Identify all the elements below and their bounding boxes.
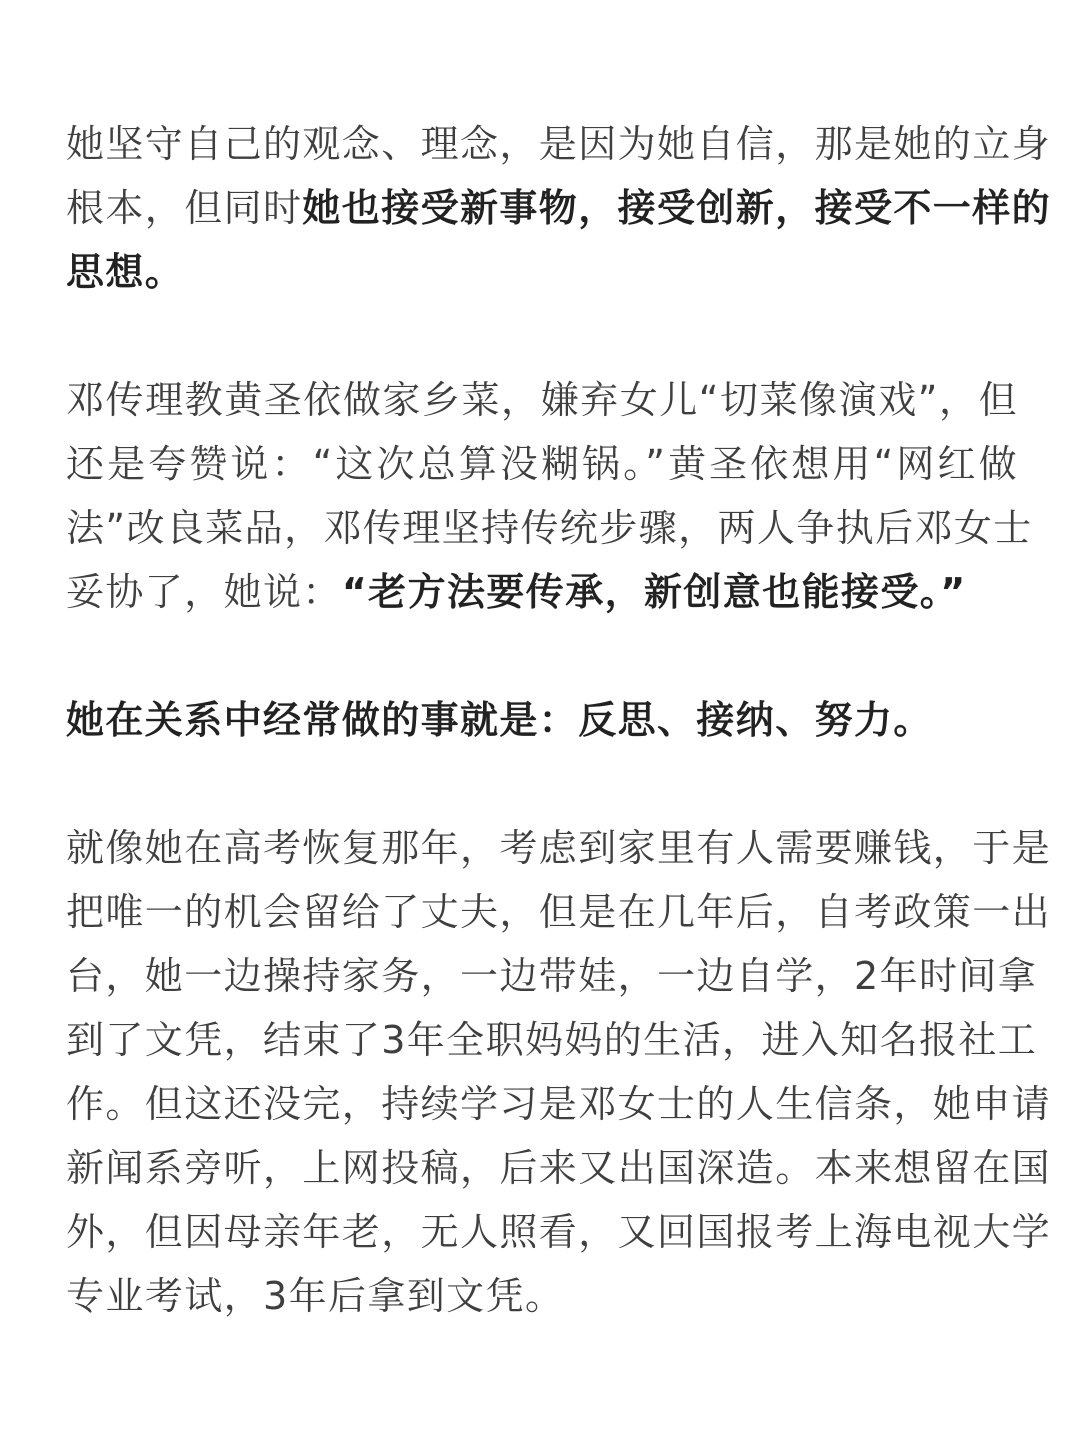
- paragraph-3: [66, 688, 1018, 752]
- paragraph-1-text: 根本，但同时: [66, 186, 303, 230]
- article-body: [66, 112, 1052, 1328]
- paragraph-2-line-3: 法”改良菜品，邓传理坚持传统步骤，两人争执后邓女士: [66, 506, 1033, 550]
- paragraph-1-line-3: 思想。: [66, 250, 185, 294]
- paragraph-4-line-8: 专业考试，3年后拿到文凭。: [66, 1274, 565, 1318]
- paragraph-2-line-2: 还是夸赞说：“这次总算没糊锅。”黄圣依想用“网红做: [66, 442, 1018, 486]
- paragraph-4-line-2: 把唯一的机会留给了丈夫，但是在几年后，自考政策一出: [66, 890, 1052, 934]
- paragraph-4-line-6: 新闻系旁听，上网投稿，后来又出国深造。本来想留在国: [66, 1146, 1052, 1190]
- paragraph-4-line-4: 到了文凭，结束了3年全职妈妈的生活，进入知名报社工: [66, 1018, 1038, 1062]
- paragraph-1-bold-text: 她也接受新事物，接受创新，接受不一样的: [302, 186, 1052, 230]
- paragraph-3-heading: 她在关系中经常做的事就是：反思、接纳、努力。: [66, 698, 933, 742]
- paragraph-2-line-4: [66, 560, 1018, 624]
- paragraph-1-line-2: [66, 176, 1052, 240]
- paragraph-1: [66, 112, 1052, 304]
- paragraph-1-line-1: 她坚守自己的观念、理念，是因为她自信，那是她的立身: [66, 122, 1052, 166]
- paragraph-2: [66, 368, 1033, 624]
- paragraph-4-line-1: 就像她在高考恢复那年，考虑到家里有人需要赚钱，于是: [66, 826, 1052, 870]
- paragraph-4-line-5: 作。但这还没完，持续学习是邓女士的人生信条，她申请: [66, 1082, 1052, 1126]
- paragraph-4-line-3: 台，她一边操持家务，一边带娃，一边自学，2年时间拿: [66, 954, 1038, 998]
- paragraph-2-line-1: 邓传理教黄圣依做家乡菜，嫌弃女儿“切菜像演戏”，但: [66, 378, 1018, 422]
- paragraph-2-text: 妥协了，她说：: [66, 570, 342, 614]
- paragraph-4-line-7: 外，但因母亲年老，无人照看，又回国报考上海电视大学: [66, 1210, 1052, 1254]
- paragraph-2-bold-quote: “老方法要传承，新创意也能接受。”: [341, 570, 967, 614]
- paragraph-4: [66, 816, 1052, 1328]
